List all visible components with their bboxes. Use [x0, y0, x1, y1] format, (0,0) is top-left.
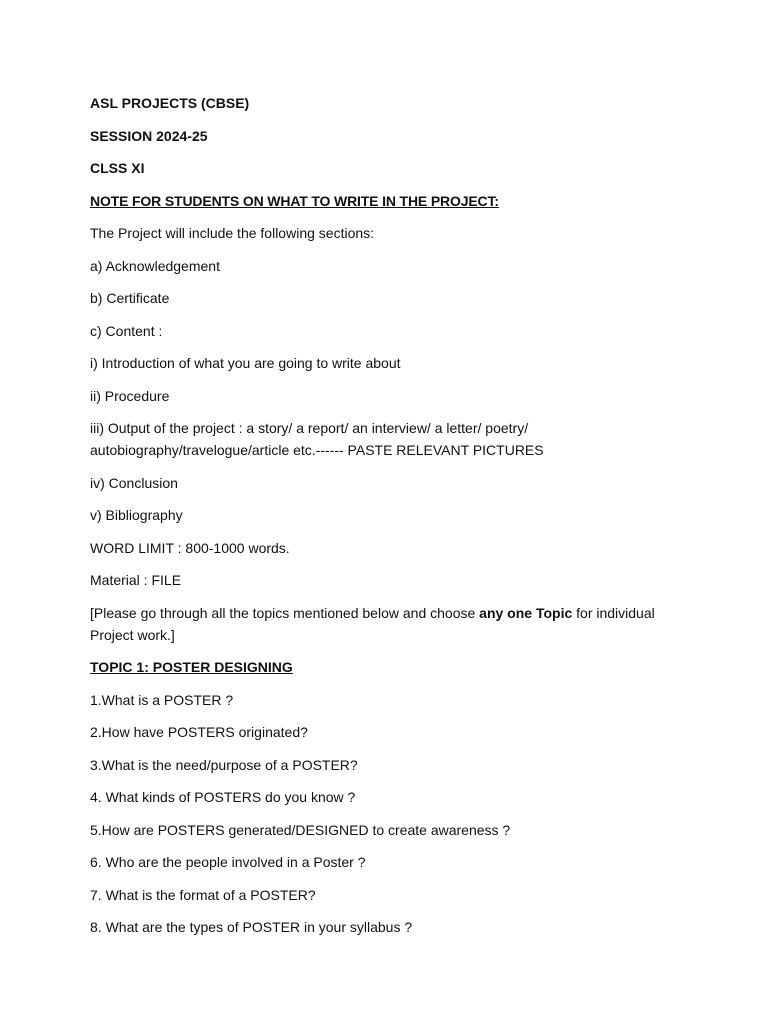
content-item-conclusion: iv) Conclusion [90, 474, 178, 491]
session-label: SESSION 2024-25 [90, 127, 208, 144]
instruction-emphasis: any one Topic [479, 604, 573, 621]
document-title: ASL PROJECTS (CBSE) [90, 95, 250, 111]
section-acknowledgement: a) Acknowledgement [90, 257, 220, 274]
section-content: c) Content : [90, 322, 163, 339]
document-page [90, 92, 690, 949]
topic1-question: 7. What is the format of a POSTER? [90, 886, 316, 903]
material: Material : FILE [90, 572, 182, 588]
topic1-question: 8. What are the types of POSTER in your syllabus ? [90, 919, 413, 935]
content-item-procedure: ii) Procedure [90, 387, 170, 404]
topic1-question: 6. Who are the people involved in a Poster ? [90, 854, 366, 870]
instruction-text-after: for individual Project work.] [90, 604, 655, 643]
topic1-question: 1.What is a POSTER ? [90, 691, 234, 708]
instruction-text-before: [Please go through all the topics mentioned below and choose [90, 604, 480, 621]
content-item-introduction: i) Introduction of what you are going to write about [90, 355, 401, 371]
content-item-bibliography: v) Bibliography [90, 507, 183, 523]
section-certificate: b) Certificate [90, 290, 170, 306]
topic-instruction [90, 602, 690, 646]
topic1-question: 5.How are POSTERS generated/DESIGNED to create awareness ? [90, 821, 511, 838]
content-item-output: iii) Output of the project : a story/ a report/ an interview/ a letter/ poetry/ autobiography/travelogue/article etc.------ PASTE RELEVANT PICTURES [90, 420, 544, 458]
note-heading: NOTE FOR STUDENTS ON WHAT TO WRITE IN THE PROJECT: [90, 192, 499, 209]
word-limit: WORD LIMIT : 800-1000 words. [90, 539, 290, 556]
topic1-question: 3.What is the need/purpose of a POSTER? [90, 756, 358, 773]
topic1-question: 4. What kinds of POSTERS do you know ? [90, 789, 356, 805]
topic1-question: 2.How have POSTERS originated? [90, 724, 308, 740]
topic1-heading: TOPIC 1: POSTER DESIGNING [90, 659, 293, 675]
class-label: CLSS XI [90, 160, 145, 176]
note-intro: The Project will include the following sections: [90, 225, 375, 241]
